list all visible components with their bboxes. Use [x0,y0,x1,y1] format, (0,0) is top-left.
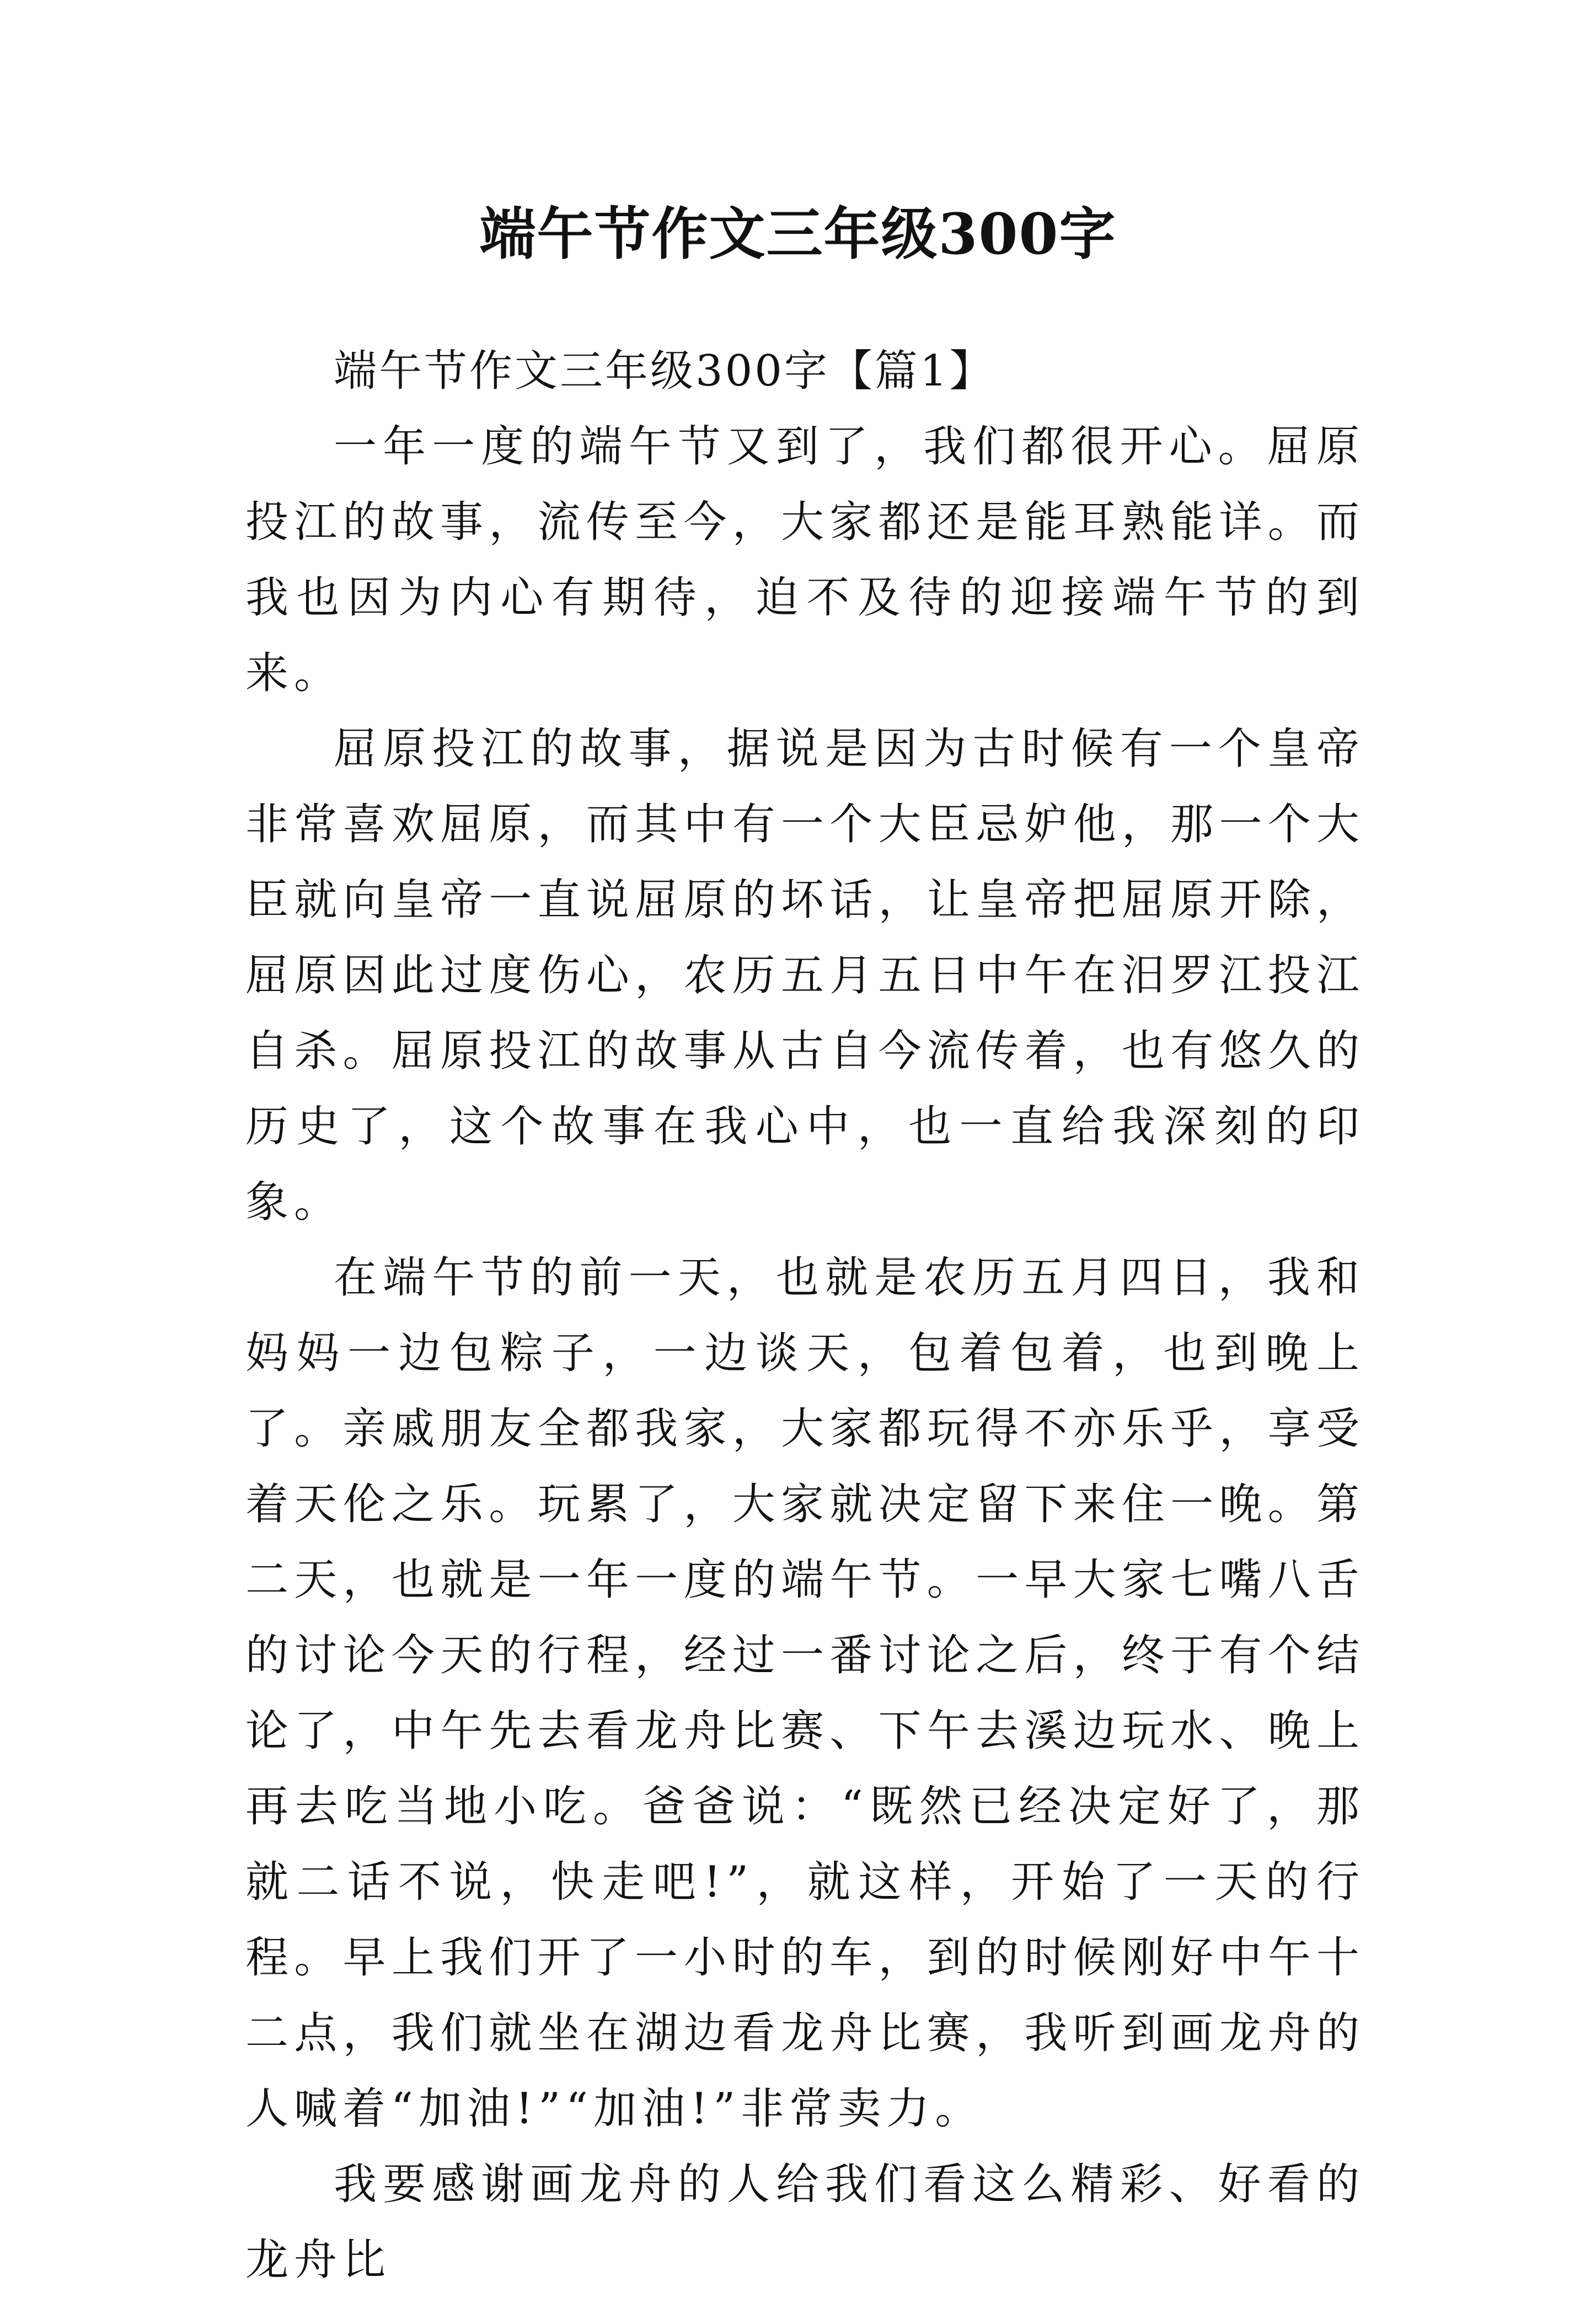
paragraph-4: 我要感谢画龙舟的人给我们看这么精彩、好看的龙舟比 [245,2160,1365,2285]
paragraph-1: 一年一度的端午节又到了，我们都很开心。屈原投江的故事，流传至今，大家都还是能耳熟能详。而我也因为内心有期待，迫不及待的迎接端午节的到来。 [245,422,1365,698]
paragraph-2: 屈原投江的故事，据说是因为古时候有一个皇帝非常喜欢屈原，而其中有一个大臣忌妒他，那一个大臣就向皇帝一直说屈原的坏话，让皇帝把屈原开除，屈原因此过度伤心，农历五月五日中午在汨罗江投江自杀。屈原投江的故事从古自今流传着，也有悠久的历史了，这个故事在我心中，也一直给我深刻的印象。 [245,724,1365,1227]
section-heading: 端午节作文三年级300字【篇1】 [334,346,995,396]
document-title: 端午节作文三年级300字 [479,201,1117,267]
paragraph-3: 在端午节的前一天，也就是农历五月四日，我和妈妈一边包粽子，一边谈天，包着包着，也到晚上了。亲戚朋友全都我家，大家都玩得不亦乐乎，享受着天伦之乐。玩累了，大家就决定留下来住一晚。第二天，也就是一年一度的端午节。一早大家七嘴八舌的讨论今天的行程，经过一番讨论之后，终于有个结论了，中午先去看龙舟比赛、下午去溪边玩水、晚上再去吃当地小吃。爸爸说：“既然已经决定好了，那就二话不说，快走吧!”，就这样，开始了一天的行程。早上我们开了一小时的车，到的时候刚好中午十二点，我们就坐在湖边看龙舟比赛，我听到画龙舟的人喊着“加油!”“加油!”非常卖力。 [245,1253,1365,2134]
document-body [245,334,1365,2298]
